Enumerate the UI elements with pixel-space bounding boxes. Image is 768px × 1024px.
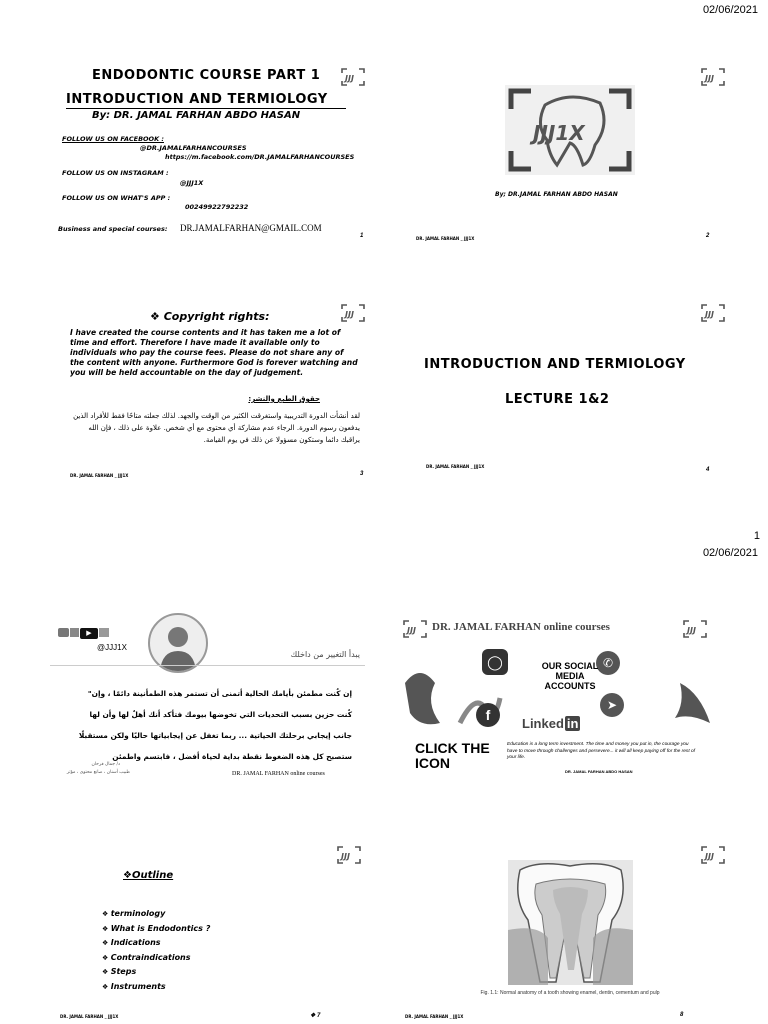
slide-5 — [40, 605, 370, 785]
instagram-handle[interactable]: @JJJ1X — [180, 179, 204, 187]
slide-6 — [400, 615, 715, 785]
slide-3 — [40, 295, 370, 485]
figure-caption: Fig. 1.1: Normal anatomy of a tooth showing enamel, dentin, cementum and pulp — [480, 990, 660, 996]
diamond-bullet-icon: ❖ — [150, 310, 164, 323]
title-underline — [66, 108, 346, 109]
tooth-logo-icon — [505, 85, 635, 175]
list-item: ❖ terminology — [102, 907, 210, 922]
date-top: 02/06/2021 — [702, 4, 758, 16]
instagram-icon[interactable]: ◯ — [482, 649, 508, 675]
copyright-heading-text: Copyright rights: — [163, 310, 270, 323]
facebook-url[interactable]: https://m.facebook.com/DR.JAMALFARHANCOURSES — [165, 153, 355, 161]
copyright-body: I have created the course contents and it has taken me a lot of time and effort. Therefore I have made it available only to individuals who pay the course fees. Please do not share any of the content with anyone. Furthermore God is forever watching and you will be held accountable on the day of judgement. — [70, 328, 358, 377]
arabic-copyright-heading: حقوق الطبع والنشر: — [248, 395, 320, 403]
diamond-bullet-icon: ❖ — [310, 1013, 318, 1019]
slide-2 — [400, 55, 730, 245]
author-line: By; DR.JAMAL FARHAN ABDO HASAN — [495, 191, 618, 198]
slide-footer: DR. JAMAL FARHAN _ JJJ1X — [416, 236, 475, 241]
jjj1x-logo-icon — [336, 845, 362, 865]
slide-footer: DR. JAMAL FARHAN _ JJJ1X — [426, 464, 485, 469]
slide-footer: DR. JAMAL FARHAN _ JJJ1X — [70, 473, 129, 478]
quote-line-4: ستصبح كل هذه الضغوط نقطة بداية لحياة أفضل ، فابتسم واطمئن — [112, 752, 352, 761]
slide-number: 3 — [360, 471, 364, 477]
author-line: By: DR. JAMAL FARHAN ABDO HASAN — [92, 110, 301, 121]
logo-text: JJJ1X — [533, 121, 585, 145]
divider — [50, 665, 365, 666]
linkedin-icon[interactable] — [522, 716, 580, 731]
twitter-icon[interactable]: ➤ — [600, 693, 624, 717]
slide-footer: DR. JAMAL FARHAN _ JJJ1X — [405, 1014, 464, 1019]
diamond-bullet-icon: ❖ — [123, 870, 132, 881]
jjj1x-logo-icon — [700, 67, 726, 87]
list-item: ❖ Steps — [102, 965, 210, 980]
facebook-label: FOLLOW US ON FACEBOOK : — [62, 135, 164, 143]
lecture-title: INTRODUCTION AND TERMIOLOGY — [424, 357, 686, 372]
slide-8 — [400, 835, 730, 1023]
outline-heading — [123, 870, 173, 881]
avatar — [148, 613, 208, 673]
click-the-icon: CLICK THE ICON — [415, 740, 490, 771]
slide-number: 4 — [706, 467, 710, 473]
instagram-icon[interactable] — [58, 628, 69, 637]
slide-footer: DR. JAMAL FARHAN _ JJJ1X — [60, 1014, 119, 1019]
quote-line-1: إن كُنت مطمئن بأيامك الحالية أتمنى أن تستمر هذه الطمأنينة دائمًا ، وإن" — [87, 689, 352, 698]
slide-number: 1 — [360, 233, 364, 239]
slide-number: 8 — [680, 1012, 684, 1018]
twitter-icon[interactable] — [99, 628, 109, 637]
social-icons-row — [58, 628, 109, 639]
slide-7 — [40, 835, 370, 1023]
online-courses-title: DR. JAMAL FARHAN online courses — [432, 621, 610, 633]
whatsapp-icon[interactable]: ✆ — [596, 651, 620, 675]
social-accounts-label: OUR SOCIAL MEDIA ACCOUNTS — [541, 661, 599, 691]
linkedin-in-badge: in — [566, 716, 579, 731]
slide-number: 2 — [706, 233, 710, 239]
handle: @JJJ1X — [97, 643, 127, 652]
list-item: ❖ Contraindications — [102, 951, 210, 966]
whatsapp-number[interactable]: 00249922792232 — [185, 203, 249, 211]
course-subtitle: INTRODUCTION AND TERMIOLOGY — [66, 92, 328, 107]
quote-author: DR. JAMAL FARHAN ABDO HASAN — [565, 769, 633, 774]
jjj1x-logo-icon — [682, 619, 708, 639]
slide-4 — [400, 295, 730, 485]
person-icon — [150, 615, 206, 671]
outline-list — [102, 907, 210, 994]
jjj1x-logo-icon — [340, 303, 366, 323]
slide-number-text: 7 — [317, 1013, 321, 1019]
jjj1x-logo-icon — [340, 67, 366, 87]
arabic-copyright-body: لقد أنشأت الدورة التدريبية واستغرقت الكثير من الوقت والجهد. لذلك جعلته متاحًا فقط للأفراد الذين يدفعون رسوم الدورة. الرجاء عدم مشاركة أي محتوى مع أي شخص. علاوة على ذلك ، فإن الله يراقبك دائما وستكون مسؤولا عن ذلك في يوم القيامة. — [73, 412, 360, 444]
lecture-number: LECTURE 1&2 — [505, 392, 610, 407]
jjj1x-logo-icon — [700, 845, 726, 865]
business-label: Business and special courses: — [58, 225, 168, 233]
course-title: ENDODONTIC COURSE PART 1 — [92, 68, 321, 83]
facebook-icon[interactable] — [70, 628, 79, 637]
tooth-anatomy-image — [508, 860, 633, 985]
arabic-quote — [52, 683, 352, 767]
list-item: ❖ Instruments — [102, 980, 210, 995]
instagram-label: FOLLOW US ON INSTAGRAM : — [62, 169, 169, 177]
linkedin-label: Linked — [522, 716, 564, 731]
facebook-handle[interactable]: @DR.JAMALFARHANCOURSES — [140, 144, 247, 152]
signature-name: د/ جمال فرحان — [91, 762, 120, 767]
youtube-icon[interactable]: ▶ — [80, 628, 98, 639]
page-number: 1 — [753, 530, 760, 542]
list-item: ❖ What is Endodontics ? — [102, 922, 210, 937]
arabic-title: يبدأ التغيير من داخلك — [290, 650, 360, 659]
facebook-icon[interactable]: f — [476, 703, 500, 727]
jjj1x-logo-icon — [402, 619, 428, 639]
copyright-heading — [150, 310, 269, 323]
quote-line-2: كُنت حزين بسبب التحديات التي تخوضها بيومك فتأكد أنك أهلٌ لها وأن لها — [89, 710, 352, 719]
jjj1x-logo-icon — [700, 303, 726, 323]
quote-line-3: جانب إيجابي برحلتك الحياتية ... ربما تغفل عن إيجابياتها حاليًا ولكن مستقبلًا — [78, 731, 352, 740]
business-email[interactable]: DR.JAMALFARHAN@GMAIL.COM — [180, 223, 322, 233]
signature-role: طبيب أسنان ، صانع محتوى ، مؤثر — [66, 770, 130, 775]
list-item: ❖ Indications — [102, 936, 210, 951]
slide-1 — [40, 55, 370, 245]
slide-footer: DR. JAMAL FARHAN online courses — [232, 771, 325, 777]
education-quote: Education is a long term investment. The time and money you put in, the courage you have to move through challenges and persevere... it will all keep paying off for the rest of your life. — [507, 742, 695, 760]
slide-number — [310, 1012, 320, 1019]
whatsapp-label: FOLLOW US ON WHAT'S APP : — [62, 194, 171, 202]
date-mid: 02/06/2021 — [702, 547, 758, 559]
outline-heading-text: Outline — [131, 870, 174, 881]
